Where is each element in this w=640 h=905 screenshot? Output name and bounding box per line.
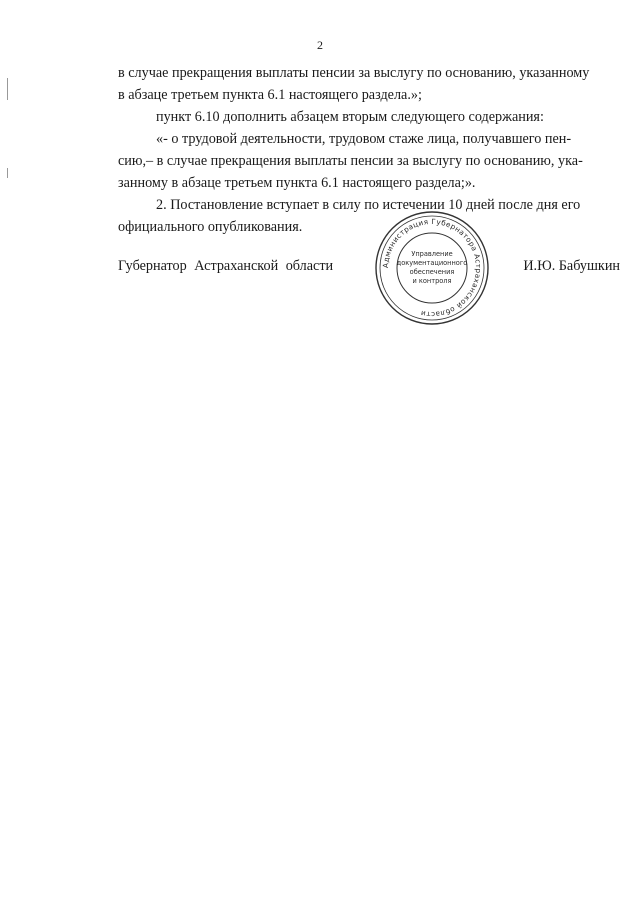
margin-mark xyxy=(7,168,8,178)
signature-block xyxy=(118,258,620,278)
paragraph-line: «- о трудовой деятельности, трудовом стаже лица, получавшего пен- xyxy=(156,131,572,147)
seal-center-text: Управление xyxy=(411,250,453,258)
paragraph-line: 2. Постановление вступает в силу по истечении 10 дней после дня его xyxy=(156,197,581,213)
paragraph-line: официального опубликования. xyxy=(118,219,303,235)
seal-icon xyxy=(372,208,492,328)
paragraph-line xyxy=(118,62,620,84)
document-body xyxy=(118,62,620,238)
seal-center-text: и контроля xyxy=(412,277,452,285)
seal-ring-text: Администрация Губернатора Астраханской области xyxy=(380,216,484,320)
line-text: в случае прекращения выплаты пенсии за выслугу по основанию, указанному xyxy=(118,65,590,81)
signatory-name: И.Ю. Бабушкин xyxy=(523,258,620,274)
paragraph-line: сию,– в случае прекращения выплаты пенсии за выслугу по основанию, ука- xyxy=(118,153,583,169)
official-seal-stamp xyxy=(372,208,492,328)
margin-mark xyxy=(7,78,8,100)
paragraph-line: занному в абзаце третьем пункта 6.1 настоящего раздела;». xyxy=(118,175,476,191)
page-number: 2 xyxy=(317,38,323,52)
seal-center-text: обеспечения xyxy=(409,268,455,276)
paragraph-line: в абзаце третьем пункта 6.1 настоящего раздела.»; xyxy=(118,87,422,103)
signatory-title: Губернатор Астраханской области xyxy=(118,258,334,274)
seal-center-text: документационного xyxy=(396,259,468,267)
paragraph-line: пункт 6.10 дополнить абзацем вторым следующего содержания: xyxy=(156,109,544,125)
